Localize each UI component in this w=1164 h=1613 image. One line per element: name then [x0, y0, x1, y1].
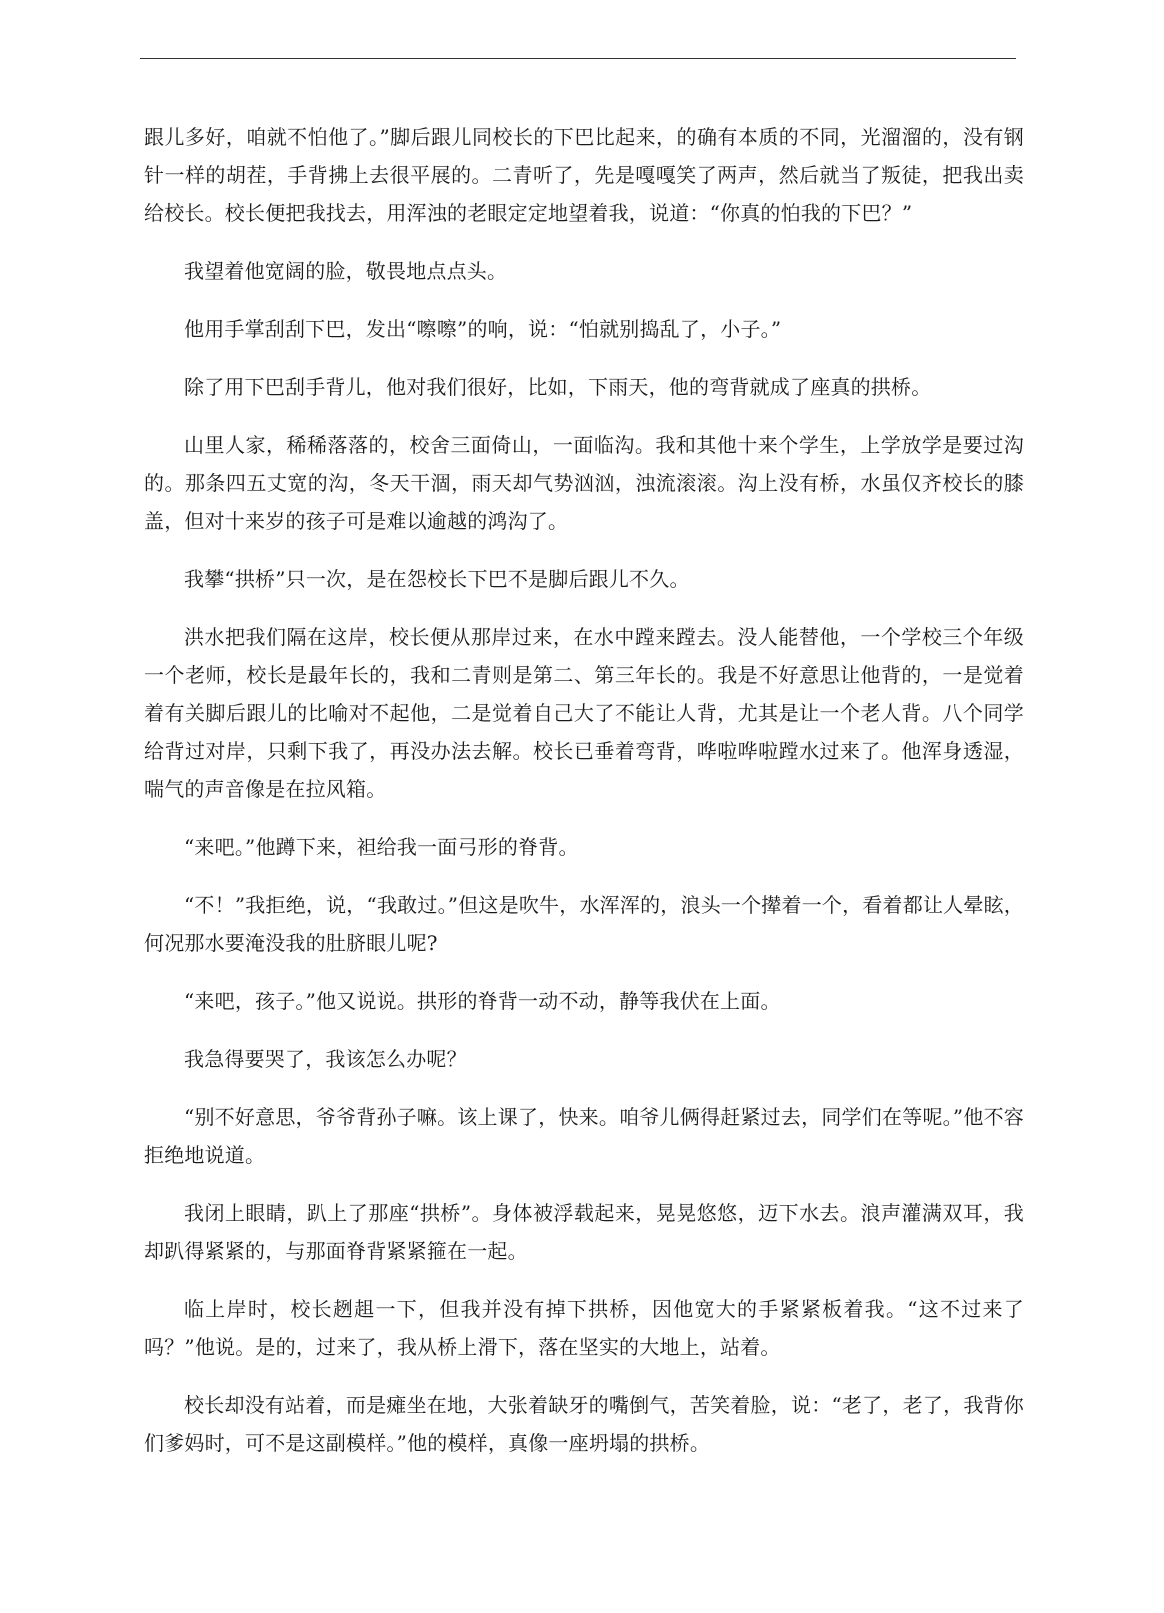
header-rule [140, 58, 1016, 59]
paragraph: 我闭上眼睛，趴上了那座“拱桥”。身体被浮载起来，晃晃悠悠，迈下水去。浪声灌满双耳，我却趴得紧紧的，与那面脊背紧紧箍在一起。 [144, 1201, 1024, 1263]
paragraph: 我望着他宽阔的脸，敬畏地点点头。 [184, 259, 508, 283]
paragraph: 洪水把我们隔在这岸，校长便从那岸过来，在水中蹚来蹚去。没人能替他，一个学校三个年级一个老师，校长是最年长的，我和二青则是第二、第三年长的。我是不好意思让他背的，一是觉着着有关脚后跟儿的比喻对不起他，二是觉着自己大了不能让人背，尤其是让一个老人背。八个同学给背过对岸，只剩下我了，再没办法去解。校长已垂着弯背，哗啦哗啦蹚水过来了。他浑身透湿，喘气的声音像是在拉风箱。 [144, 625, 1024, 801]
paragraph: 我攀“拱桥”只一次，是在怨校长下巴不是脚后跟儿不久。 [184, 567, 690, 591]
paragraph: 临上岸时，校长趔趄一下，但我并没有掉下拱桥，因他宽大的手紧紧板着我。“这不过来了吗？”他说。是的，过来了，我从桥上滑下，落在坚实的大地上，站着。 [144, 1297, 1024, 1359]
paragraph: 除了用下巴刮手背儿，他对我们很好，比如，下雨天，他的弯背就成了座真的拱桥。 [184, 375, 932, 399]
paragraph: 我急得要哭了，我该怎么办呢？ [184, 1047, 467, 1071]
paragraph: “来吧，孩子。”他又说说。拱形的脊背一动不动，静等我伏在上面。 [184, 989, 781, 1013]
paragraph: “不！”我拒绝，说，“我敢过。”但这是吹牛，水浑浑的，浪头一个撵着一个，看着都让人晕眩，何况那水要淹没我的肚脐眼儿呢? [144, 893, 1024, 955]
paragraph: “别不好意思，爷爷背孙子嘛。该上课了，快来。咱爷儿俩得赶紧过去，同学们在等呢。”他不容拒绝地说道。 [144, 1105, 1024, 1167]
document-body [144, 118, 1024, 1482]
paragraph: 他用手掌刮刮下巴，发出“嚓嚓”的响，说：“怕就别捣乱了，小子。” [184, 317, 782, 341]
paragraph: 校长却没有站着，而是瘫坐在地，大张着缺牙的嘴倒气，苦笑着脸，说：“老了，老了，我背你们爹妈时，可不是这副模样。”他的模样，真像一座坍塌的拱桥。 [144, 1393, 1024, 1455]
paragraph: 跟儿多好，咱就不怕他了。”脚后跟儿同校长的下巴比起来，的确有本质的不同，光溜溜的，没有钢针一样的胡茬，手背拂上去很平展的。二青听了，先是嘎嘎笑了两声，然后就当了叛徒，把我出卖给校长。校长便把我找去，用浑浊的老眼定定地望着我，说道：“你真的怕我的下巴？” [144, 125, 1024, 225]
paragraph: “来吧。”他蹲下来，袒给我一面弓形的脊背。 [184, 835, 579, 859]
paragraph: 山里人家，稀稀落落的，校舍三面倚山，一面临沟。我和其他十来个学生，上学放学是要过沟的。那条四五丈宽的沟，冬天干涸，雨天却气势汹汹，浊流滚滚。沟上没有桥，水虽仅齐校长的膝盖，但对十来岁的孩子可是难以逾越的鸿沟了。 [144, 433, 1024, 533]
